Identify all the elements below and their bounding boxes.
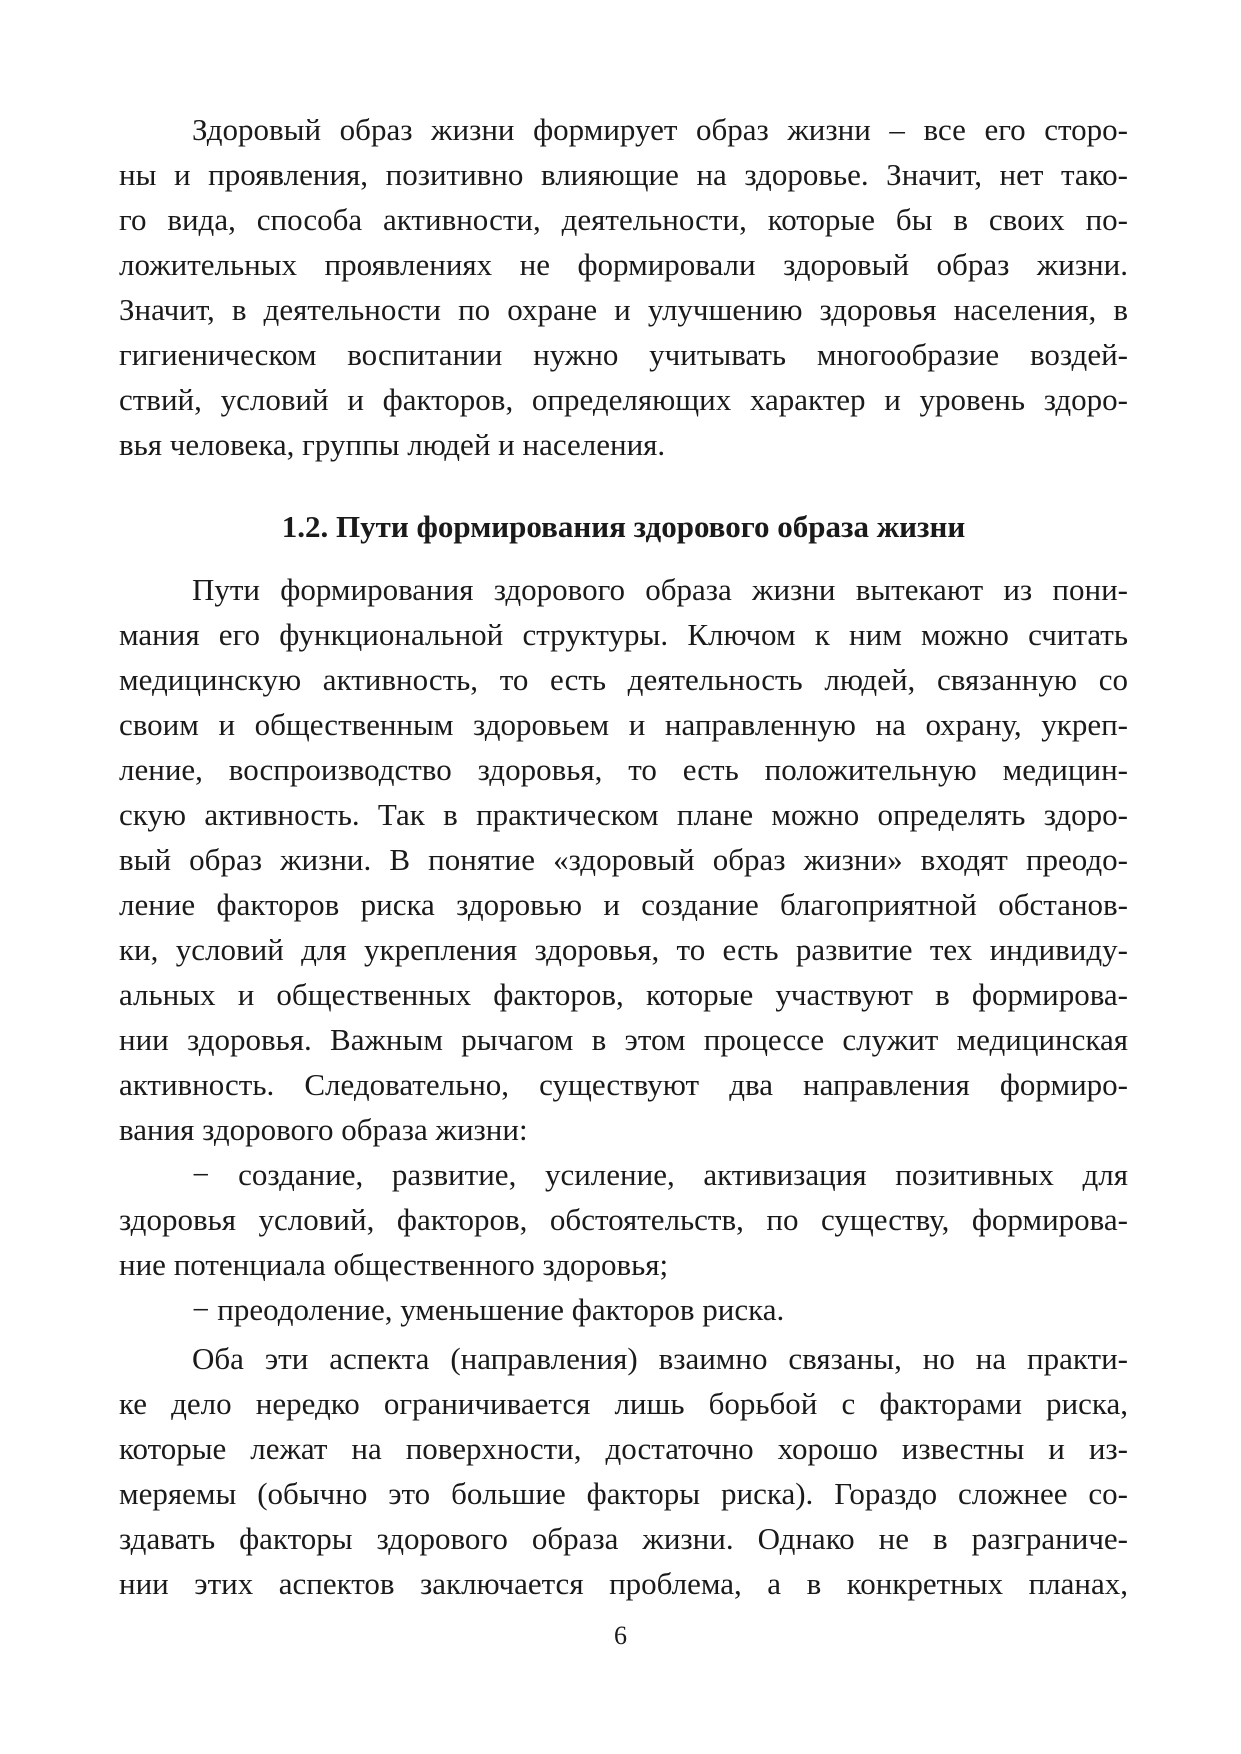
text-line: скую активность. Так в практическом плане можно определять здоро- [119, 797, 1128, 832]
text-line: ны и проявления, позитивно влияющие на здоровье. Значит, нет тако- [119, 157, 1128, 192]
text-line: го вида, способа активности, деятельности, которые бы в своих по- [119, 202, 1128, 237]
text-line: ление факторов риска здоровью и создание благоприятной обстанов- [119, 887, 1128, 922]
text-line: Пути формирования здорового образа жизни вытекают из пони- [192, 572, 1128, 607]
text-line: мания его функциональной структуры. Ключом к ним можно считать [119, 617, 1128, 652]
text-line: вания здорового образа жизни: [119, 1112, 528, 1147]
text-line: Здоровый образ жизни формирует образ жизни – все его сторо- [192, 112, 1128, 147]
text-line: нии этих аспектов заключается проблема, а в конкретных планах, [119, 1566, 1128, 1601]
text-line: гигиеническом воспитании нужно учитывать многообразие воздей- [119, 337, 1128, 372]
text-line: ложительных проявлениях не формировали здоровый образ жизни. [119, 247, 1128, 282]
text-line: которые лежат на поверхности, достаточно хорошо известны и из- [119, 1431, 1128, 1466]
text-line: ке дело нередко ограничивается лишь борьбой с факторами риска, [119, 1386, 1128, 1421]
text-line: вый образ жизни. В понятие «здоровый образ жизни» входят преодо- [119, 842, 1128, 877]
text-line: вья человека, группы людей и населения. [119, 427, 666, 462]
text-line: ние потенциала общественного здоровья; [119, 1247, 669, 1282]
text-line: Значит, в деятельности по охране и улучшению здоровья населения, в [119, 292, 1128, 327]
text-line: активность. Следовательно, существуют два направления формиро- [119, 1067, 1128, 1102]
text-line: ствий, условий и факторов, определяющих характер и уровень здоро- [119, 382, 1128, 417]
text-line: медицинскую активность, то есть деятельность людей, связанную со [119, 662, 1128, 697]
text-line: меряемы (обычно это большие факторы риска). Гораздо сложнее со- [119, 1476, 1128, 1511]
text-line: − преодоление, уменьшение факторов риска. [192, 1292, 785, 1327]
text-line: нии здоровья. Важным рычагом в этом процессе служит медицинская [119, 1022, 1128, 1057]
text-line: альных и общественных факторов, которые участвуют в формирова- [119, 977, 1128, 1012]
text-line: здоровья условий, факторов, обстоятельств, по существу, формирова- [119, 1202, 1128, 1237]
text-line: − создание, развитие, усиление, активизация позитивных для [192, 1157, 1128, 1192]
text-line: своим и общественным здоровьем и направленную на охрану, укреп- [119, 707, 1128, 742]
text-line: Оба эти аспекта (направления) взаимно связаны, но на практи- [192, 1341, 1128, 1376]
text-line: ки, условий для укрепления здоровья, то есть развитие тех индивиду- [119, 932, 1128, 967]
section-heading: 1.2. Пути формирования здорового образа жизни [281, 509, 966, 544]
text-line: здавать факторы здорового образа жизни. Однако не в разграниче- [119, 1521, 1128, 1556]
page-number: 6 [614, 1621, 627, 1650]
text-line: ление, воспроизводство здоровья, то есть положительную медицин- [119, 752, 1128, 787]
